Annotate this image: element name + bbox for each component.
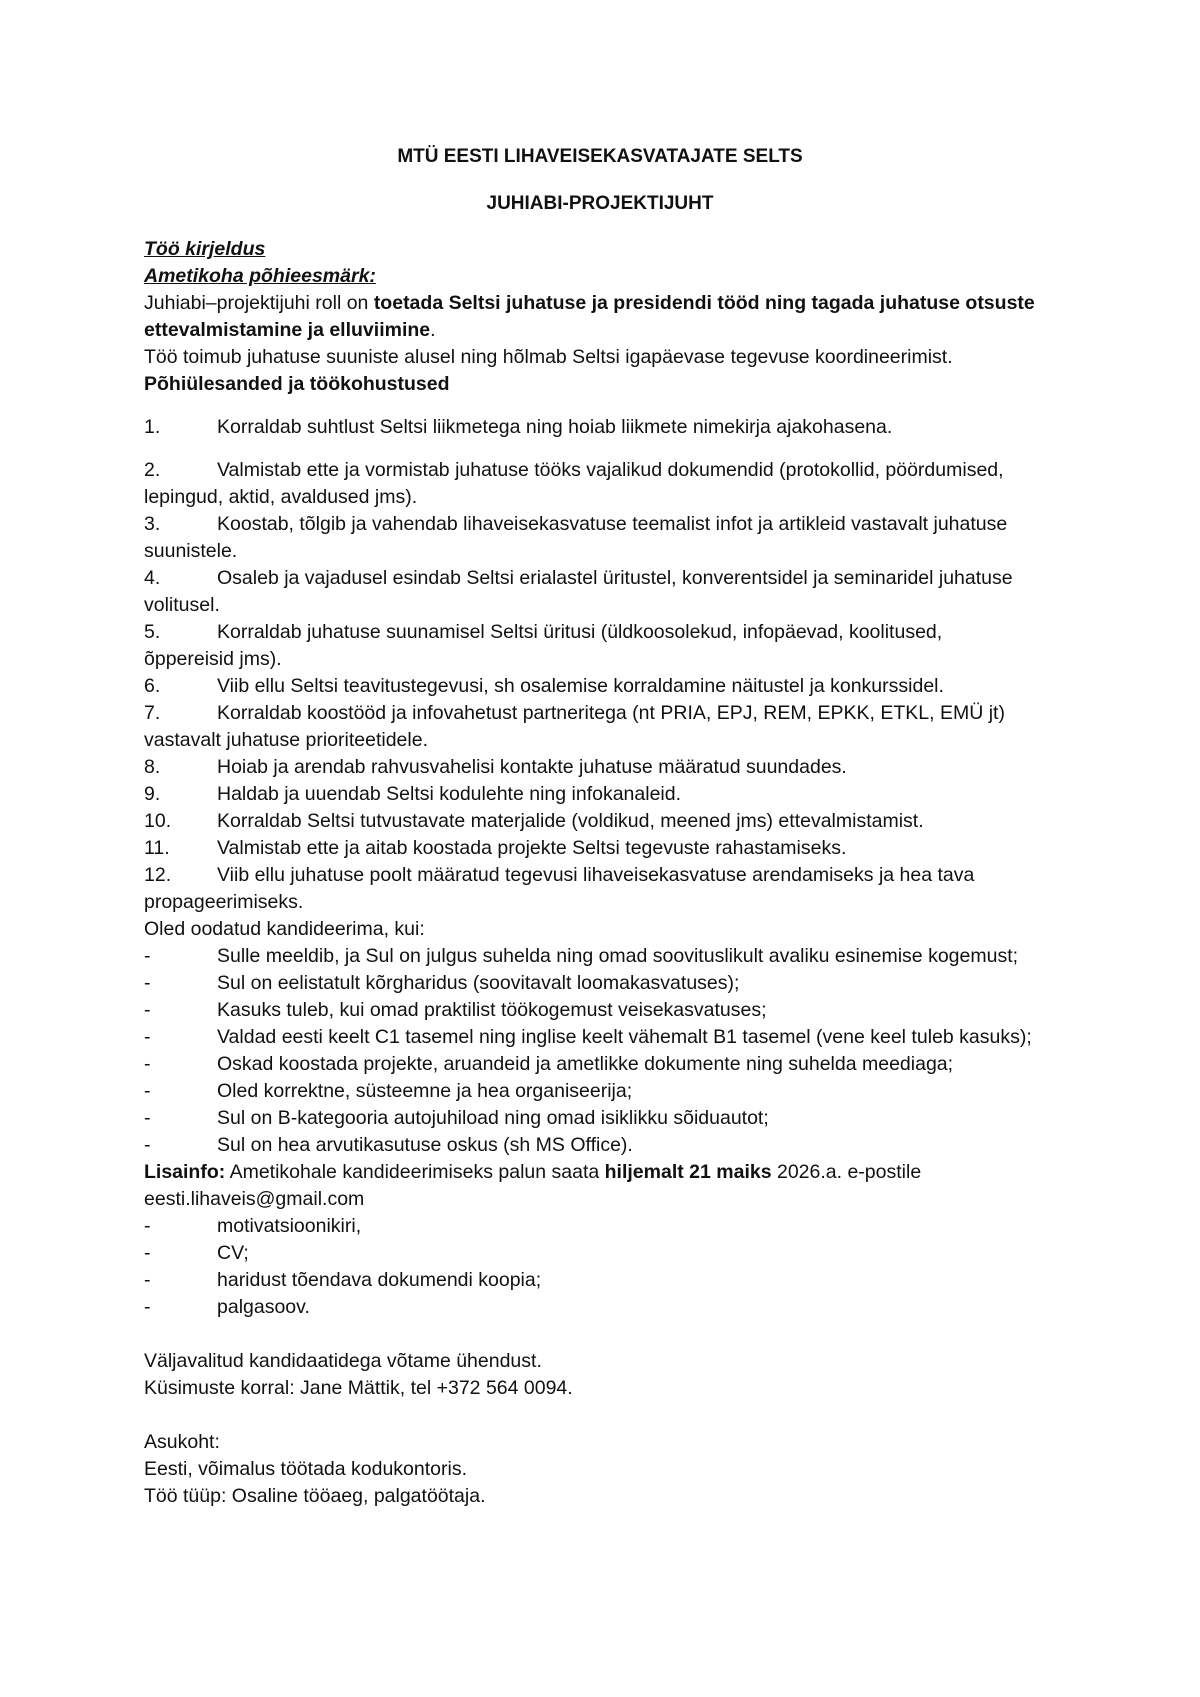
candidate-intro: Oled oodatud kandideerima, kui: [144, 918, 425, 940]
task-text: Korraldab juhatuse suunamisel Seltsi üritusi (üldkoosolekud, infopäevad, koolitused, [217, 621, 943, 643]
purpose-end: . [430, 319, 436, 341]
location-label: Asukoht: [144, 1431, 220, 1453]
requirement-item-text: Oskad koostada projekte, aruandeid ja ametlikke dokumente ning suhelda meediaga; [217, 1053, 954, 1075]
location-value: Eesti, võimalus töötada kodukontoris. [144, 1458, 468, 1480]
requirement-item [144, 1024, 1074, 1051]
task-item [144, 700, 1074, 754]
document-item [144, 1294, 1074, 1321]
bullet-dash: - [144, 1269, 151, 1291]
position-title: JUHIABI-PROJEKTIJUHT [486, 193, 714, 214]
requirement-item-text: Kasuks tuleb, kui omad praktilist töökogemust veisekasvatuses; [217, 999, 767, 1021]
task-text: Viib ellu juhatuse poolt määratud tegevusi lihaveisekasvatuse arendamiseks ja hea tava [217, 864, 975, 886]
task-item [144, 511, 1074, 565]
job-type: Töö tüüp: Osaline tööaeg, palgatöötaja. [144, 1485, 486, 1507]
requirement-item [144, 943, 1074, 970]
task-text: Hoiab ja arendab rahvusvahelisi kontakte juhatuse määratud suundades. [217, 756, 847, 778]
task-text: Koostab, tõlgib ja vahendab lihaveisekasvatuse teemalist infot ja artikleid vastavalt juhatuse [217, 513, 1008, 535]
task-item [144, 781, 1074, 808]
task-number: 12. [144, 864, 172, 886]
task-number: 4. [144, 567, 161, 589]
task-number: 9. [144, 783, 161, 805]
bullet-dash: - [144, 1215, 151, 1237]
requirement-item [144, 997, 1074, 1024]
bullet-dash: - [144, 1296, 151, 1318]
purpose-bold-text: toetada Seltsi juhatuse ja presidendi tööd ning tagada juhatuse otsuste ettevalmistamine ja elluviimine [144, 292, 1035, 341]
documents-list [144, 1213, 1074, 1321]
task-item [144, 619, 1074, 673]
document-item [144, 1267, 1074, 1294]
requirement-item [144, 1078, 1074, 1105]
task-item [144, 808, 1074, 835]
task-text-continued: vastavalt juhatuse prioriteetidele. [144, 729, 428, 751]
task-text: Korraldab koostööd ja infovahetust partneritega (nt PRIA, EPJ, REM, EPKK, ETKL, EMÜ jt) [217, 702, 1005, 724]
document-item-text: palgasoov. [217, 1296, 310, 1318]
task-text: Osaleb ja vajadusel esindab Seltsi erialastel üritustel, konverentsidel ja seminaridel juhatuse [217, 567, 1013, 589]
main-purpose-heading: Ametikoha põhieesmärk: [144, 265, 376, 287]
task-text: Valmistab ette ja aitab koostada projekte Seltsi tegevuste rahastamiseks. [217, 837, 847, 859]
task-number: 10. [144, 810, 172, 832]
task-item [144, 862, 1074, 916]
job-description-heading: Töö kirjeldus [144, 238, 266, 260]
task-item [144, 565, 1074, 619]
requirement-item [144, 1105, 1074, 1132]
document-item-text: CV; [217, 1242, 249, 1264]
tasks-heading: Põhiülesanded ja töökohustused [144, 373, 450, 395]
task-text: Haldab ja uuendab Seltsi kodulehte ning infokanaleid. [217, 783, 682, 805]
task-item [144, 835, 1074, 862]
task-text-continued: õppereisid jms). [144, 648, 282, 670]
requirements-list [144, 943, 1074, 1159]
bullet-dash: - [144, 972, 151, 994]
task-text: Valmistab ette ja vormistab juhatuse tööks vajalikud dokumendid (protokollid, pöördumised, [217, 459, 1004, 481]
requirement-item-text: Sulle meeldib, ja Sul on julgus suhelda ning omad soovituslikult avaliku esinemise kogemust; [217, 945, 1019, 967]
requirement-item-text: Sul on B-kategooria autojuhiload ning omad isiklikku sõiduautot; [217, 1107, 769, 1129]
task-number: 8. [144, 756, 161, 778]
bullet-dash: - [144, 1242, 151, 1264]
task-number: 5. [144, 621, 161, 643]
task-item [144, 457, 1074, 511]
document-item-text: motivatsioonikiri, [217, 1215, 362, 1237]
task-number: 2. [144, 459, 161, 481]
bullet-dash: - [144, 1134, 151, 1156]
document-item [144, 1213, 1074, 1240]
purpose-text: Juhiabi–projektijuhi roll on [144, 292, 374, 314]
info-label: Lisainfo: [144, 1161, 226, 1183]
additional-info [144, 1159, 1074, 1186]
email-link[interactable]: eesti.lihaveis@gmail.com [144, 1188, 365, 1210]
task-text-continued: propageerimiseks. [144, 891, 304, 913]
task-text: Korraldab Seltsi tutvustavate materjalide (voldikud, meened jms) ettevalmistamist. [217, 810, 924, 832]
requirement-item-text: Sul on hea arvutikasutuse oskus (sh MS Office). [217, 1134, 633, 1156]
contact-line-1: Väljavalitud kandidaatidega võtame ühendust. [144, 1350, 542, 1372]
bullet-dash: - [144, 1080, 151, 1102]
org-title: MTÜ EESTI LIHAVEISEKASVATAJATE SELTS [397, 146, 803, 167]
task-text-continued: lepingud, aktid, avaldused jms). [144, 486, 418, 508]
tasks-list [144, 414, 1074, 916]
requirement-item-text: Valdad eesti keelt C1 tasemel ning inglise keelt vähemalt B1 tasemel (vene keel tuleb kasuks); [217, 1026, 1032, 1048]
bullet-dash: - [144, 1053, 151, 1075]
requirement-item-text: Oled korrektne, süsteemne ja hea organiseerija; [217, 1080, 633, 1102]
purpose-paragraph [144, 290, 1074, 344]
task-item [144, 414, 1074, 441]
bullet-dash: - [144, 1026, 151, 1048]
bullet-dash: - [144, 1107, 151, 1129]
task-text: Korraldab suhtlust Seltsi liikmetega ning hoiab liikmete nimekirja ajakohasena. [217, 416, 893, 438]
document-body [144, 236, 1074, 1510]
requirement-item [144, 1051, 1074, 1078]
requirement-item-text: Sul on eelistatult kõrgharidus (soovitavalt loomakasvatuses); [217, 972, 740, 994]
bullet-dash: - [144, 999, 151, 1021]
task-item [144, 754, 1074, 781]
task-text-continued: volitusel. [144, 594, 220, 616]
task-number: 7. [144, 702, 161, 724]
bullet-dash: - [144, 945, 151, 967]
requirement-item [144, 970, 1074, 997]
info-text-2: 2026.a. e-postile [771, 1161, 922, 1183]
document-item-text: haridust tõendava dokumendi koopia; [217, 1269, 542, 1291]
deadline: hiljemalt 21 maiks [604, 1161, 772, 1183]
info-text: Ametikohale kandideerimiseks palun saata [225, 1161, 605, 1183]
task-text: Viib ellu Seltsi teavitustegevusi, sh osalemise korraldamine näitustel ja konkurssidel. [217, 675, 944, 697]
task-number: 11. [144, 837, 170, 859]
task-number: 3. [144, 513, 161, 535]
task-item [144, 673, 1074, 700]
contact-line-2: Küsimuste korral: Jane Mättik, tel +372 564 0094. [144, 1377, 573, 1399]
task-number: 6. [144, 675, 161, 697]
requirement-item [144, 1132, 1074, 1159]
document-item [144, 1240, 1074, 1267]
purpose-line-2: Töö toimub juhatuse suuniste alusel ning hõlmab Seltsi igapäevase tegevuse koordineerimist. [144, 346, 953, 368]
task-number: 1. [144, 416, 161, 438]
task-text-continued: suunistele. [144, 540, 238, 562]
